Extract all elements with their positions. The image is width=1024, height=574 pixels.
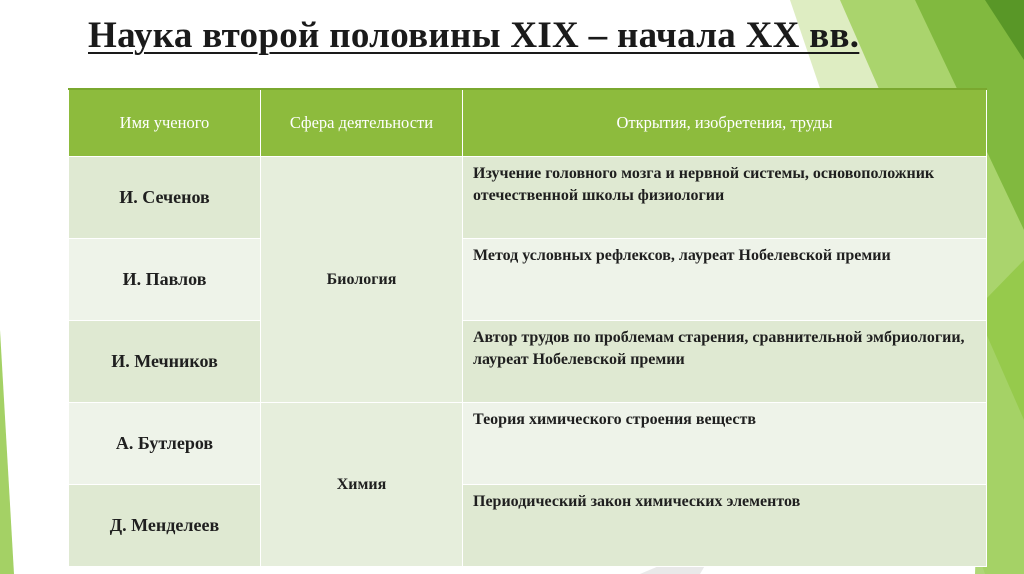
scientist-name: Д. Менделеев [69, 485, 261, 567]
scientist-name: И. Сеченов [69, 157, 261, 239]
scientist-works: Изучение головного мозга и нервной системы, основоположник отечественной школы физиологии [463, 157, 987, 239]
scientist-works: Периодический закон химических элементов [463, 485, 987, 567]
header-name: Имя ученого [69, 89, 261, 157]
table-row [69, 403, 987, 485]
sphere-chemistry: Химия [261, 403, 463, 567]
table-header-row [69, 89, 987, 157]
slide-title: Наука второй половины XIX – начала XX вв. [88, 15, 860, 56]
scientist-name: И. Павлов [69, 239, 261, 321]
scientist-works: Автор трудов по проблемам старения, сравнительной эмбриологии, лауреат Нобелевской премии [463, 321, 987, 403]
header-works: Открытия, изобретения, труды [463, 89, 987, 157]
scientists-table [68, 88, 987, 567]
table-row [69, 239, 987, 321]
table-row [69, 321, 987, 403]
scientist-works: Метод условных рефлексов, лауреат Нобелевской премии [463, 239, 987, 321]
scientist-name: А. Бутлеров [69, 403, 261, 485]
header-sphere: Сфера деятельности [261, 89, 463, 157]
scientist-name: И. Мечников [69, 321, 261, 403]
table-row [69, 157, 987, 239]
table-row [69, 485, 987, 567]
sphere-biology: Биология [261, 157, 463, 403]
scientist-works: Теория химического строения веществ [463, 403, 987, 485]
